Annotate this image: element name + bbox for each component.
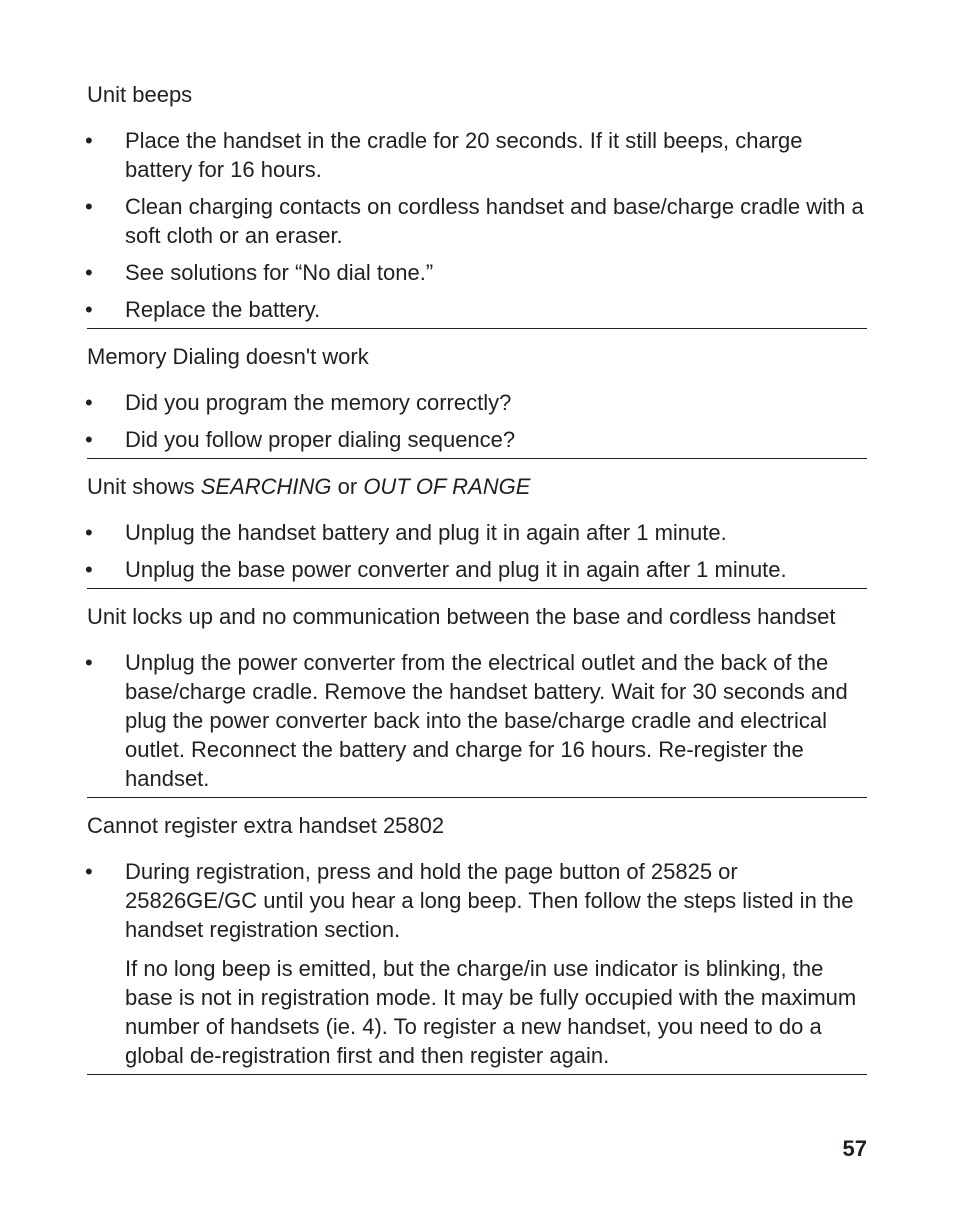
bullet-icon: • <box>85 557 93 582</box>
bullet-icon: • <box>85 520 93 545</box>
section-cannot-register <box>87 811 867 1075</box>
solution-list <box>87 126 867 324</box>
list-item <box>87 518 867 547</box>
list-item-text: See solutions for “No dial tone.” <box>125 260 434 285</box>
bullet-icon: • <box>85 194 93 219</box>
list-item <box>87 425 867 454</box>
solution-list <box>87 648 867 793</box>
list-item-text: Did you program the memory correctly? <box>125 390 512 415</box>
bullet-icon: • <box>85 128 93 153</box>
bullet-icon: • <box>85 390 93 415</box>
troubleshooting-page <box>87 80 867 1088</box>
section-heading <box>87 472 867 502</box>
solution-list <box>87 518 867 584</box>
bullet-icon: • <box>85 859 93 884</box>
page-number: 57 <box>842 1136 867 1161</box>
heading-middle: or <box>331 474 364 499</box>
section-unit-beeps <box>87 80 867 329</box>
section-heading: Unit beeps <box>87 82 193 107</box>
list-item-text: Unplug the power converter from the electrical outlet and the back of the base/charge cradle. Remove the handset battery. Wait for 30 seconds and plug the power converter back into the base/charge cradle and electrical outlet. Reconnect the battery and charge for 16 hours. Re-register the handset. <box>125 650 848 791</box>
list-item-text: Place the handset in the cradle for 20 seconds. If it still beeps, charge battery for 16 hours. <box>125 128 803 182</box>
list-item-text: During registration, press and hold the page button of 25825 or 25826GE/GC until you hear a long beep. Then follow the steps listed in the handset registration section. <box>125 859 854 942</box>
bullet-icon: • <box>85 260 93 285</box>
list-item <box>87 295 867 324</box>
list-item-text: Clean charging contacts on cordless handset and base/charge cradle with a soft cloth or an eraser. <box>125 194 864 248</box>
list-item <box>87 555 867 584</box>
list-item <box>87 388 867 417</box>
list-item-text: Did you follow proper dialing sequence? <box>125 427 516 452</box>
section-unit-locks-up <box>87 602 867 798</box>
heading-prefix: Unit shows <box>87 474 201 499</box>
list-item <box>87 258 867 287</box>
solution-list <box>87 857 867 1070</box>
list-item-text: Replace the battery. <box>125 297 321 322</box>
heading-italic-searching: SEARCHING <box>200 474 332 499</box>
bullet-icon: • <box>85 650 93 675</box>
section-heading: Memory Dialing doesn't work <box>87 344 369 369</box>
list-item <box>87 192 867 250</box>
heading-italic-out-of-range: OUT OF RANGE <box>363 474 531 499</box>
section-memory-dialing <box>87 342 867 459</box>
follow-paragraph: If no long beep is emitted, but the charge/in use indicator is blinking, the base is not in registration mode. It may be fully occupied with the maximum number of handsets (ie. 4). To register a new handset, you need to do a global de-registration first and then register again. <box>125 956 857 1068</box>
bullet-icon: • <box>85 297 93 322</box>
list-item <box>87 857 867 1070</box>
bullet-icon: • <box>85 427 93 452</box>
list-item-text: Unplug the base power converter and plug it in again after 1 minute. <box>125 557 787 582</box>
section-heading: Unit locks up and no communication between the base and cordless handset <box>87 604 836 629</box>
list-item-text: Unplug the handset battery and plug it in again after 1 minute. <box>125 520 727 545</box>
list-item <box>87 648 867 793</box>
section-searching-out-of-range <box>87 472 867 589</box>
section-heading: Cannot register extra handset 25802 <box>87 813 445 838</box>
list-item <box>87 126 867 184</box>
solution-list <box>87 388 867 454</box>
